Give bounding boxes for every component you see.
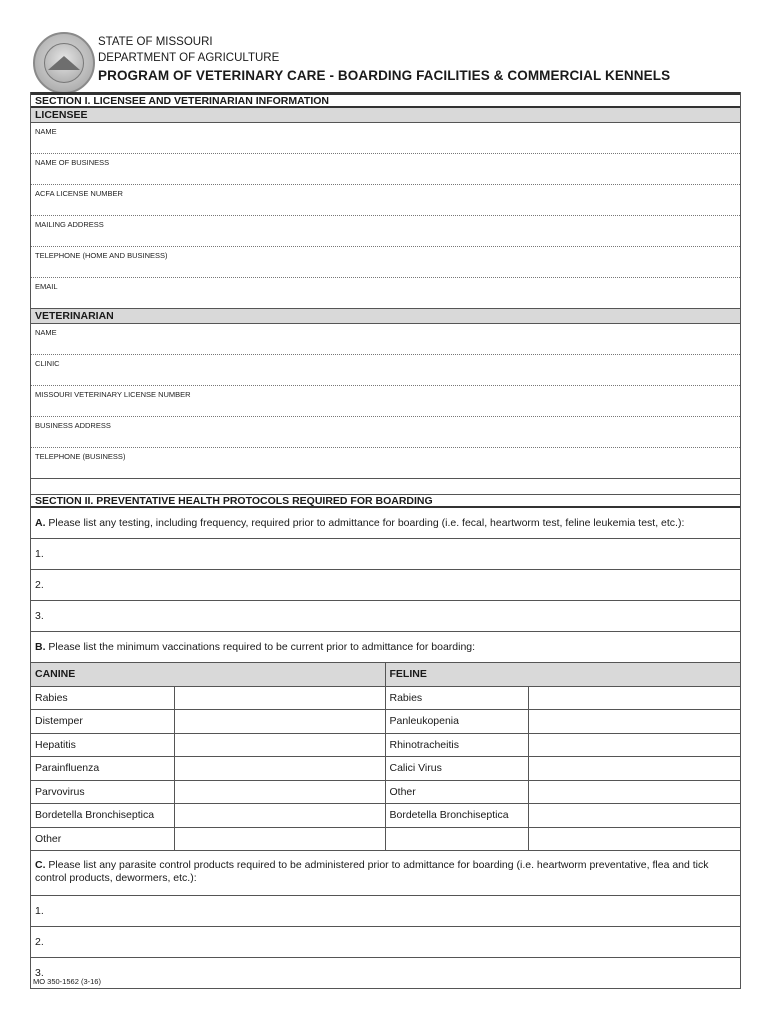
canine-header: CANINE xyxy=(31,663,385,686)
feline-entry[interactable] xyxy=(528,804,740,828)
line-number: 1. xyxy=(35,905,44,917)
business-name-field[interactable] xyxy=(31,154,740,185)
feline-vaccine: Calici Virus xyxy=(385,757,528,781)
canine-vaccine: Bordetella Bronchiseptica xyxy=(31,804,174,828)
business-address-field[interactable] xyxy=(31,417,740,448)
table-row xyxy=(31,710,740,734)
feline-vaccine: Rabies xyxy=(385,686,528,710)
form-header xyxy=(30,30,742,92)
canine-entry[interactable] xyxy=(174,686,385,710)
feline-vaccine: Panleukopenia xyxy=(385,710,528,734)
table-row xyxy=(31,686,740,710)
canine-entry[interactable] xyxy=(174,827,385,851)
mailing-address-field[interactable] xyxy=(31,216,740,247)
table-row xyxy=(31,733,740,757)
section-1-title: SECTION I. LICENSEE AND VETERINARIAN INFORMATION xyxy=(31,95,740,108)
feline-vaccine: Bordetella Bronchiseptica xyxy=(385,804,528,828)
form-title: PROGRAM OF VETERINARY CARE - BOARDING FACILITIES & COMMERCIAL KENNELS xyxy=(98,68,671,83)
canine-vaccine: Distemper xyxy=(31,710,174,734)
state-name: STATE OF MISSOURI xyxy=(98,36,213,48)
vet-name-field[interactable] xyxy=(31,324,740,355)
state-seal-logo xyxy=(33,32,95,94)
canine-entry[interactable] xyxy=(174,710,385,734)
feline-entry[interactable] xyxy=(528,757,740,781)
question-letter: C. xyxy=(35,859,46,871)
table-row xyxy=(31,804,740,828)
answer-line[interactable] xyxy=(31,570,740,601)
feline-header: FELINE xyxy=(385,663,740,686)
licensee-header: LICENSEE xyxy=(31,108,740,123)
line-number: 3. xyxy=(35,967,44,979)
section-2-title: SECTION II. PREVENTATIVE HEALTH PROTOCOLS REQUIRED FOR BOARDING xyxy=(31,495,740,508)
feline-entry[interactable] xyxy=(528,710,740,734)
question-text: Please list the minimum vaccinations required to be current prior to admittance for boarding: xyxy=(48,641,476,653)
line-number: 2. xyxy=(35,936,44,948)
question-text: Please list any testing, including frequency, required prior to admittance for boarding (i.e. fecal, heartworm test, feline leukemia test, etc.): xyxy=(48,517,685,529)
field-label: TELEPHONE (HOME AND BUSINESS) xyxy=(35,251,168,260)
line-number: 3. xyxy=(35,610,44,622)
canine-vaccine: Parainfluenza xyxy=(31,757,174,781)
canine-entry[interactable] xyxy=(174,780,385,804)
line-number: 1. xyxy=(35,548,44,560)
vaccination-table xyxy=(31,663,740,851)
question-c xyxy=(31,851,740,896)
canine-entry[interactable] xyxy=(174,733,385,757)
question-text: Please list any parasite control products required to be administered prior to admittance for boarding (i.e. heartworm preventative, flea and tick control products, dewormers, etc.): xyxy=(35,859,709,884)
feline-entry[interactable] xyxy=(528,686,740,710)
canine-vaccine: Rabies xyxy=(31,686,174,710)
vet-license-field[interactable] xyxy=(31,386,740,417)
feline-vaccine: Rhinotracheitis xyxy=(385,733,528,757)
form-number: MO 350-1562 (3-16) xyxy=(33,977,101,986)
feline-entry[interactable] xyxy=(528,780,740,804)
field-label: BUSINESS ADDRESS xyxy=(35,421,111,430)
licensee-telephone-field[interactable] xyxy=(31,247,740,278)
clinic-field[interactable] xyxy=(31,355,740,386)
acfa-license-field[interactable] xyxy=(31,185,740,216)
answer-line[interactable] xyxy=(31,896,740,927)
veterinarian-header: VETERINARIAN xyxy=(31,309,740,324)
answer-line[interactable] xyxy=(31,927,740,958)
answer-line[interactable] xyxy=(31,958,740,989)
form-body xyxy=(30,92,741,989)
question-letter: A. xyxy=(35,517,46,529)
field-label: MAILING ADDRESS xyxy=(35,220,104,229)
canine-vaccine: Parvovirus xyxy=(31,780,174,804)
feline-entry[interactable] xyxy=(528,733,740,757)
field-label: NAME xyxy=(35,328,57,337)
feline-vaccine: Other xyxy=(385,780,528,804)
answer-line[interactable] xyxy=(31,601,740,632)
email-field[interactable] xyxy=(31,278,740,309)
feline-vaccine xyxy=(385,827,528,851)
field-label: TELEPHONE (BUSINESS) xyxy=(35,452,126,461)
question-letter: B. xyxy=(35,641,46,653)
answer-line[interactable] xyxy=(31,539,740,570)
feline-entry[interactable] xyxy=(528,827,740,851)
canine-vaccine: Other xyxy=(31,827,174,851)
line-number: 2. xyxy=(35,579,44,591)
table-row xyxy=(31,780,740,804)
canine-entry[interactable] xyxy=(174,804,385,828)
department-name: DEPARTMENT OF AGRICULTURE xyxy=(98,52,280,64)
question-a xyxy=(31,508,740,539)
canine-vaccine: Hepatitis xyxy=(31,733,174,757)
field-label: MISSOURI VETERINARY LICENSE NUMBER xyxy=(35,390,191,399)
field-label: NAME xyxy=(35,127,57,136)
spacer xyxy=(31,479,740,495)
table-row xyxy=(31,827,740,851)
vet-telephone-field[interactable] xyxy=(31,448,740,479)
table-row xyxy=(31,757,740,781)
field-label: NAME OF BUSINESS xyxy=(35,158,110,167)
table-header-row xyxy=(31,663,740,686)
field-label: CLINIC xyxy=(35,359,60,368)
field-label: EMAIL xyxy=(35,282,58,291)
field-label: ACFA LICENSE NUMBER xyxy=(35,189,123,198)
canine-entry[interactable] xyxy=(174,757,385,781)
licensee-name-field[interactable] xyxy=(31,123,740,154)
question-b xyxy=(31,632,740,663)
